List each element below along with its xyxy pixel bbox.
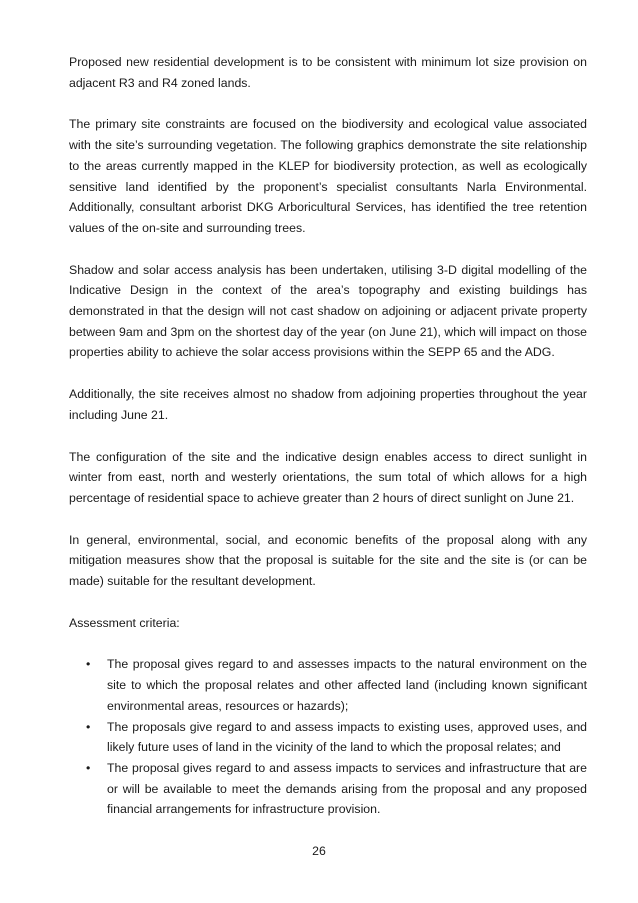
paragraph-sunlight-access: The configuration of the site and the indicative design enables access to direct sunlight in winter from east, north and westerly orientations, the sum total of which allows for a high percentage of residential space to achieve greater than 2 hours of direct sunlight on June 21. <box>69 449 587 505</box>
paragraph-general-benefits: In general, environmental, social, and economic benefits of the proposal along with any mitigation measures show that the proposal is suitable for the site and the site is (or can be made) suitable for the resultant development. <box>69 532 587 589</box>
list-item-text: The proposal gives regard to and assesses impacts to the natural environment on the site to which the proposal relates and other affected land (including known significant environmental areas, resources or hazards); <box>107 657 587 713</box>
document-page <box>69 52 587 820</box>
paragraph-shadow-analysis: Shadow and solar access analysis has been undertaken, utilising 3-D digital modelling of the Indicative Design in the context of the area’s topography and existing buildings has demonstrated in that the design will not cast shadow on adjoining or adjacent private property between 9am and 3pm on the shortest day of the year (on June 21), which will impact on those properties ability to achieve the solar access provisions within the SEPP 65 and the ADG. <box>69 262 587 360</box>
list-item-text: The proposal gives regard to and assess impacts to services and infrastructure that are or will be available to meet the demands arising from the proposal and any proposed financial arrangements for infrastructure provision. <box>107 760 587 817</box>
list-item <box>69 758 587 820</box>
bullet-icon: • <box>86 760 91 775</box>
bullet-icon: • <box>86 657 91 672</box>
assessment-criteria-list <box>69 654 587 820</box>
list-item-text: The proposals give regard to and assess impacts to existing uses, approved uses, and likely future uses of land in the vicinity of the land to which the proposal relates; and <box>107 719 587 755</box>
list-item <box>69 654 587 716</box>
bullet-icon: • <box>86 719 91 734</box>
paragraph-adjoining-shadow: Additionally, the site receives almost no shadow from adjoining properties throughout the year including June 21. <box>69 387 587 422</box>
paragraph-site-constraints: The primary site constraints are focused on the biodiversity and ecological value associated with the site’s surrounding vegetation. The following graphics demonstrate the site relationship to the areas currently mapped in the KLEP for biodiversity protection, as well as ecologically sensitive land identified by the proponent’s specialist consultants Narla Environmental. Additionally, consultant arborist DKG Arboricultural Services, has identified the tree retention values of the on-site and surrounding trees. <box>69 117 587 235</box>
page-number: 26 <box>312 844 326 858</box>
paragraph-lot-size: Proposed new residential development is to be consistent with minimum lot size provision on adjacent R3 and R4 zoned lands. <box>69 55 587 90</box>
assessment-criteria-heading: Assessment criteria: <box>69 615 180 630</box>
list-item <box>69 717 587 758</box>
